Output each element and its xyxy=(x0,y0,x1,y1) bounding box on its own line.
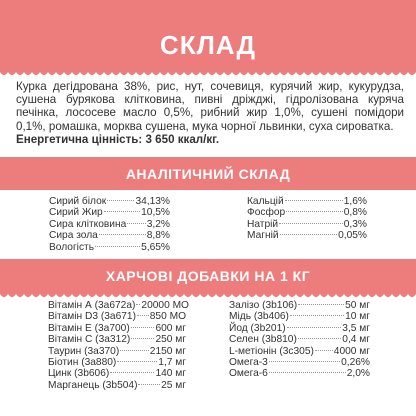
additive-value: 50 мг xyxy=(345,300,370,311)
additive-value: 4000 мг xyxy=(333,345,370,357)
additive-name: Вітамін Е (3а700) xyxy=(48,322,130,334)
composition-text xyxy=(16,80,404,146)
leader-dots xyxy=(298,304,344,305)
additive-value: 600 мг xyxy=(155,322,186,334)
table-row xyxy=(229,311,370,322)
nutrient-name: Вологість xyxy=(49,241,95,253)
additive-value: 10 мг xyxy=(345,311,370,323)
analytical-banner xyxy=(0,157,416,190)
leader-dots xyxy=(127,223,145,224)
leader-dots xyxy=(117,361,157,362)
additive-name: Залізо (3b106) xyxy=(229,300,298,311)
ingredients-list: Курка дегідрована 38%, рис, нут, сочевиця, курячий жир, кукурудза, сушена бурякова клітковина, пивні дріжджі, гідролізована куряча печінка, лососеве масло 0,5%, рибний жир 1,0%, сушені помідори 0,1%, ромашка, морква сушена, мука чорної львинки, суха сироватка. xyxy=(16,80,404,133)
nutrient-value: 5,65% xyxy=(141,241,170,253)
leader-dots xyxy=(285,200,343,201)
leader-dots xyxy=(287,327,342,328)
additive-name: Мідь (3b406) xyxy=(229,311,289,323)
header-banner xyxy=(0,0,416,72)
page-title: СКЛАД xyxy=(159,30,257,60)
leader-dots xyxy=(95,246,140,247)
table-row xyxy=(49,196,170,207)
additive-value: 0,4 мг xyxy=(342,334,370,346)
leader-dots xyxy=(315,350,333,351)
table-row xyxy=(48,357,186,368)
leader-dots xyxy=(110,372,154,373)
table-row xyxy=(229,368,370,379)
table-row xyxy=(48,346,186,357)
nutrient-value: 1,6% xyxy=(343,196,367,207)
additive-value: 25 мг xyxy=(161,379,186,391)
nutrient-value: 10,5% xyxy=(141,207,170,219)
additive-name: Селен (3b810) xyxy=(229,334,297,346)
additive-value: 2,0% xyxy=(346,368,370,380)
table-row xyxy=(247,207,367,218)
table-row xyxy=(229,357,370,368)
leader-dots xyxy=(280,234,338,235)
analytical-left-table xyxy=(49,196,170,253)
additive-name: Таурин (3а370) xyxy=(48,345,120,357)
additive-value: 850 МО xyxy=(149,311,186,323)
leader-dots xyxy=(290,315,344,316)
additive-value: 2150 мг xyxy=(149,345,186,357)
additives-banner xyxy=(0,259,416,291)
leader-dots xyxy=(269,372,346,373)
additive-name: Омега-3 xyxy=(229,357,268,369)
additive-value: 0,26% xyxy=(341,357,370,369)
leader-dots xyxy=(138,384,160,385)
additive-name: Біотин (3а880) xyxy=(48,357,117,369)
leader-dots xyxy=(99,234,146,235)
nutrient-value: 0,8% xyxy=(343,207,367,219)
table-row xyxy=(48,300,189,311)
table-row xyxy=(48,323,186,334)
additive-name: Вітамін D3 (3а671) xyxy=(48,311,136,323)
additives-left-table xyxy=(48,300,189,391)
leader-dots xyxy=(120,350,149,351)
nutrient-name: Фосфор xyxy=(247,207,286,219)
additive-name: L-метіонін (3c305) xyxy=(229,345,314,357)
table-row xyxy=(229,346,370,357)
table-row xyxy=(48,380,186,391)
nutrient-name: Магній xyxy=(247,230,279,242)
table-row xyxy=(229,300,370,311)
leader-dots xyxy=(104,211,140,212)
analytical-title: АНАЛІТИЧНИЙ СКЛАД xyxy=(125,166,291,182)
additive-name: Йод (3b201) xyxy=(229,322,286,334)
nutrient-value: 0,05% xyxy=(338,230,367,242)
nutrient-name: Сира клітковина xyxy=(49,218,127,230)
additive-value: 20000 МО xyxy=(141,300,189,311)
nutrient-name: Сирий білок xyxy=(49,196,107,207)
table-row xyxy=(247,219,367,230)
leader-dots xyxy=(279,223,343,224)
leader-dots xyxy=(107,200,134,201)
additives-title: ХАРЧОВІ ДОБАВКИ НА 1 КГ xyxy=(105,268,311,284)
additive-name: Омега-6 xyxy=(229,368,268,380)
nutrient-value: 34,13% xyxy=(135,196,170,207)
leader-dots xyxy=(286,211,343,212)
table-row xyxy=(48,334,186,345)
table-row xyxy=(48,311,186,322)
table-row xyxy=(247,196,367,207)
additive-name: Вітамін С (3а312) xyxy=(48,334,131,346)
table-row xyxy=(48,368,186,379)
additive-name: Цинк (3b606) xyxy=(48,368,110,380)
nutrient-value: 3,2% xyxy=(146,218,170,230)
table-row xyxy=(49,230,170,241)
leader-dots xyxy=(137,315,149,316)
nutrient-name: Сира зола xyxy=(49,230,98,242)
energy-value: Енергетична цінність: 3 650 ккал/кг. xyxy=(16,132,220,146)
additives-right-table xyxy=(229,300,370,380)
leader-dots xyxy=(298,338,341,339)
leader-dots xyxy=(131,338,154,339)
header-scallop-edge xyxy=(0,68,416,78)
additive-value: 250 мг xyxy=(155,334,186,346)
table-row xyxy=(49,242,170,253)
nutrient-value: 0,3% xyxy=(343,218,367,230)
analytical-right-table xyxy=(247,196,367,242)
nutrient-value: 8,8% xyxy=(146,230,170,242)
table-row xyxy=(247,230,367,241)
table-row xyxy=(49,219,170,230)
leader-dots xyxy=(136,304,140,305)
nutrient-name: Натрій xyxy=(247,218,279,230)
table-row xyxy=(229,334,370,345)
table-row xyxy=(49,207,170,218)
nutrient-name: Сирий Жир xyxy=(49,207,103,219)
additives-scallop-edge xyxy=(0,290,416,300)
table-row xyxy=(229,323,370,334)
additive-value: 3,5 мг xyxy=(342,322,370,334)
additive-value: 1,7 мг xyxy=(158,357,186,369)
additive-name: Вітамін А (3а672а) xyxy=(48,300,136,311)
leader-dots xyxy=(269,361,340,362)
nutrient-name: Кальцій xyxy=(247,196,284,207)
additive-name: Марганець (3b504) xyxy=(48,379,138,391)
additive-value: 140 мг xyxy=(155,368,186,380)
leader-dots xyxy=(131,327,155,328)
